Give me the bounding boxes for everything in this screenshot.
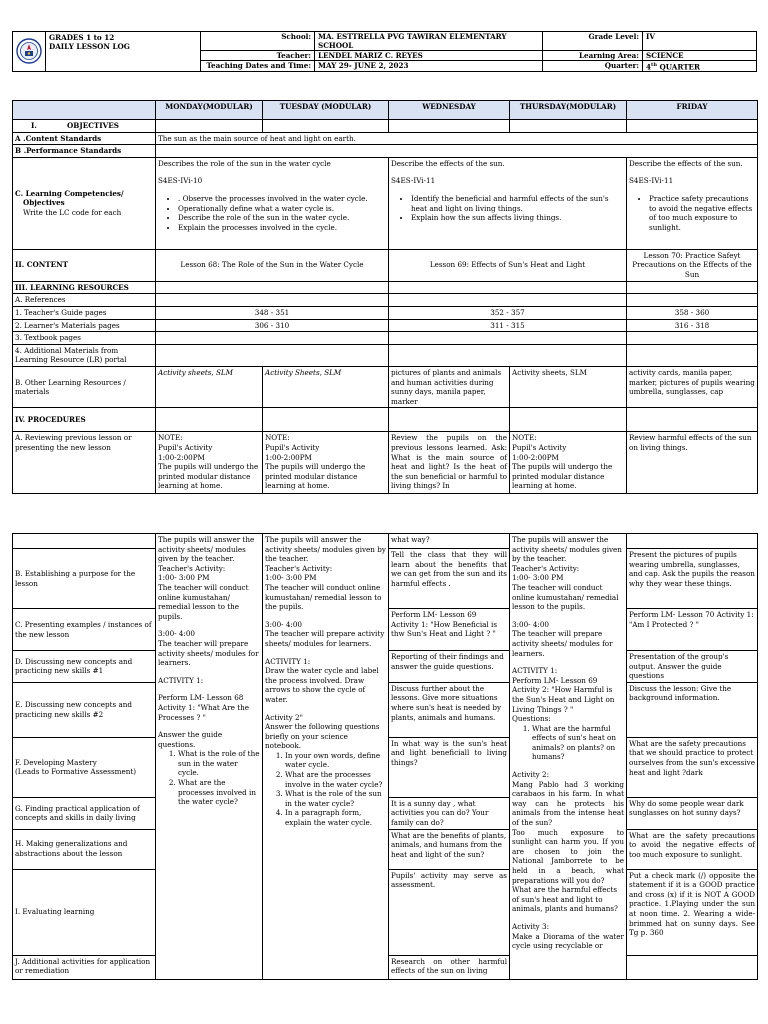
fri-examples: Perform LM- Lesson 70 Activity 1: "Am I Protected ? " [627, 609, 758, 651]
learning-area-label: Learning Area: [543, 51, 643, 61]
content-fri: Lesson 70: Practice Safeyt Precautions on the Effects of the Sun [627, 249, 758, 281]
other-resources-thu: Activity sheets, SLM [510, 366, 627, 407]
log-title-line1: GRADES 1 to 12 [49, 33, 115, 42]
question-item: 1. What are the harmful effects of sun's heat on animals? on plants? on humans? [532, 724, 624, 762]
log-title-line2: DAILY LESSON LOG [49, 42, 130, 51]
lesson-log-header [12, 31, 757, 72]
lm-pages-wed-thu: 311 - 315 [389, 319, 627, 332]
wed-evaluation: Pupils' activity may serve as assessment. [389, 869, 510, 955]
competencies-wed-thu: Describe the effects of the sun. S4ES-IVi-11 • Identify the beneficial and harmful effects of the sun's heat and light on living things. • Explain how the sun affects living things. [389, 157, 627, 249]
other-resources-fri: activity cards, manila paper, marker, pictures of pupils wearing umbrella, sunglasses, cap [627, 366, 758, 407]
review-thu: NOTE: Pupil's Activity 1:00-2:00PM The pupils will undergo the printed modular distance learning at home. [510, 432, 627, 494]
competency-item: • Operationally define what a water cycle is. [178, 204, 386, 214]
fri-mastery: What are the safety precautions that we should practice to protect ourselves from the sun's excessive heat and light ?dark [627, 737, 758, 797]
grade-level-label: Grade Level: [543, 32, 643, 51]
teachers-guide-label: 1. Teacher's Guide pages [13, 306, 156, 319]
other-resources-wed: pictures of plants and animals and human activities during sunny days, manila paper, marker [389, 366, 510, 407]
review-wed: Review the pupils on the previous lessons learned. Ask: What is the main source of heat and light? Is the heat of the sun beneficial or harmful to living things? In [389, 432, 510, 494]
teaching-dates-label: Teaching Dates and Time: [201, 61, 315, 72]
teaching-dates-value: MAY 29- JUNE 2, 2023 [315, 61, 543, 72]
proc-f-label: F. Developing Mastery (Leads to Formative Assessment) [13, 737, 156, 797]
proc-b-label: B. Establishing a purpose for the lesson [13, 549, 156, 609]
day-header-thursday: THURSDAY(MODULAR) [510, 101, 627, 120]
review-mon: NOTE: Pupil's Activity 1:00-2:00PM The pupils will undergo the printed modular distance learning at home. [156, 432, 263, 494]
tuesday-activities: The pupils will answer the activity sheets/ modules given by the teacher. Teacher's Activity: 1:00- 3:00 PM The teacher will conduct online kumustahan/ remedial lesson to the pupils. 3:00- 4:00 The teacher will prepare activity sheets/ modules for learners. ACTIVITY 1: Draw the water cycle and label the process involved. Draw arrows to show the cycle of water. Activity 2" Answer the following questions briefly on your science notebook. 1. In your own words, define water cycle. 2. What are the processes involve in the water cycle? 3. What is the role of the sun in the water cycle? 4. In a paragraph form, explain the water cycle. [263, 534, 389, 980]
fri-purpose: Present the pictures of pupils wearing umbrella, sunglasses, and cap. Ask the pupils the reason why they wear these things. [627, 549, 758, 609]
school-value: MA. ESTTRELLA PVG TAWIRAN ELEMENTARY SCHOOL [315, 32, 543, 51]
wed-purpose: Tell the class that they will learn about the benefits that we can get from the sun and its harmful effects . [389, 549, 510, 609]
fri-application: Why do some people wear dark sunglasses on hot sunny days? [627, 797, 758, 829]
other-resources-mon: Activity sheets, SLM [156, 366, 263, 407]
grade-level-value: IV [643, 32, 757, 51]
references-label: A. References [13, 294, 156, 307]
day-header-wednesday: WEDNESDAY [389, 101, 510, 120]
competency-item: • Explain the processes involved in the cycle. [178, 223, 386, 233]
lm-pages-mon-tue: 306 - 310 [156, 319, 389, 332]
proc-j-label: J. Additional activities for application or remediation [13, 955, 156, 979]
lesson-plan-table-part1 [12, 100, 758, 494]
performance-standards-label: B .Performance Standards [13, 145, 156, 158]
content-label: II. CONTENT [13, 249, 156, 281]
proc-e-label: E. Discussing new concepts and practicing new skills #2 [13, 682, 156, 737]
day-header-friday: FRIDAY [627, 101, 758, 120]
proc-g-label: G. Finding practical application of concepts and skills in daily living [13, 797, 156, 829]
quarter-label: Quarter: [543, 61, 643, 72]
wed-additional: Research on other harmful effects of the sun on living [389, 955, 510, 979]
wed-generalization: What are the benefits of plants, animals, and humans from the heat and light of the sun? [389, 829, 510, 869]
fri-evaluation: Put a check mark (/) opposite the statement if it is a GOOD practice and cross (x) if it is NOT A GOOD practice. 1.Playing under the sun at noon time. 2. Wearing a wide-brimmed hat on sunny days. See Tg p. 360 [627, 869, 758, 955]
content-standards-label: A .Content Standards [13, 132, 156, 145]
question-item: 1. What is the role of the sun in the water cycle. [178, 749, 260, 778]
lm-pages-fri: 316 - 318 [627, 319, 758, 332]
proc-a-label: A. Reviewing previous lesson or presenting the new lesson [13, 432, 156, 494]
learning-area-value: SCIENCE [643, 51, 757, 61]
day-header-tuesday: TUESDAY (MODULAR) [263, 101, 389, 120]
fri-discussion1: Presentation of the group's output. Answer the guide questions [627, 651, 758, 683]
teacher-label: Teacher: [201, 51, 315, 61]
content-standards-value: The sun as the main source of heat and light on earth. [156, 132, 758, 145]
objectives-heading: I. OBJECTIVES [13, 120, 156, 133]
tg-pages-wed-thu: 352 - 357 [389, 306, 627, 319]
competencies-mon-tue: Describes the role of the sun in the water cycle S4ES-IVi-10 • . Observe the processes involved in the water cycle. • Operationally define what a water cycle is. • Describe the role of the sun in the water cycle. • Explain the processes involved in the cycle. [156, 157, 389, 249]
proc-c-label: C. Presenting examples / instances of the new lesson [13, 609, 156, 651]
lesson-plan-table-part2 [12, 533, 758, 980]
competency-item: • . Observe the processes involved in the water cycle. [178, 194, 386, 204]
content-mon-tue: Lesson 68: The Role of the Sun in the Water Cycle [156, 249, 389, 281]
competency-item: • Explain how the sun affects living things. [411, 213, 624, 223]
question-item: 3. What is the role of the sun in the water cycle? [285, 789, 386, 808]
competency-item: • Identify the beneficial and harmful effects of the sun's heat and light on living things. [411, 194, 624, 213]
deped-seal-logo [13, 32, 46, 72]
question-item: 4. In a paragraph form, explain the water cycle. [285, 808, 386, 827]
teacher-value: LENDEL MARIZ C. REYES [315, 51, 543, 61]
question-item: 2. What are the processes involved in the water cycle? [178, 778, 260, 807]
fri-discussion2: Discuss the lesson: Give the background information. [627, 682, 758, 737]
question-item: 1. In your own words, define water cycle. [285, 751, 386, 770]
thursday-activities: The pupils will answer the activity sheets/ modules given by the teacher. Teacher's Activity: 1:00- 3:00 PM The teacher will conduct online kumustahan/ remedial lesson to the pupils. 3:00- 4:00 The teacher will prepare activity sheets/ modules for learners. ACTIVITY 1: Perform LM- Lesson 69 Activity 2: "How Harmful is the Sun's Heat and Light on Living Things ? " Questions: 1. What are the harmful effects of sun's heat on animals? on plants? on humans? Activity 2: Mang Pablo had 3 working carabaos in his farm. In what way can he protects his animals from the intense heat of the sun? Too much exposure to sunlight can harm you. If you are chosen to join the National Jamborrete to be held in a beach, what preparations will you do? What are the harmful effects of sun's heat and light to animals, plants and humans? Activity 3: Make a Diorama of the water cycle using recyclable or [510, 534, 627, 980]
review-fri: Review harmful effects of the sun on living things. [627, 432, 758, 494]
additional-materials-label: 4. Additional Materials from Learning Resource (LR) portal [13, 344, 156, 366]
wed-discussion1: Reporting of their findings and answer the guide questions. [389, 651, 510, 683]
question-item: 2. What are the processes involve in the water cycle? [285, 770, 386, 789]
monday-activities: The pupils will answer the activity sheets/ modules given by the teacher. Teacher's Activity: 1:00- 3:00 PM The teacher will conduct online kumustahan/ remedial lesson to the pupils. 3:00- 4:00 The teacher will prepare activity sheets/ modules for learners. ACTIVITY 1: Perform LM- Lesson 68 Activity 1: "What Are the Processes ? " Answer the guide questions. 1. What is the role of the sun in the water cycle. 2. What are the processes involved in the water cycle? [156, 534, 263, 980]
tg-pages-fri: 358 - 360 [627, 306, 758, 319]
tg-pages-mon-tue: 348 - 351 [156, 306, 389, 319]
learning-resources-label: III. LEARNING RESOURCES [13, 281, 156, 294]
wed-application: It is a sunny day , what activities you can do? Your family can do? [389, 797, 510, 829]
content-wed-thu: Lesson 69: Effects of Sun's Heat and Light [389, 249, 627, 281]
other-resources-tue: Activity Sheets, SLM [263, 366, 389, 407]
competencies-fri: Describe the effects of the sun. S4ES-IVi-11 • Practice safety precautions to avoid the negative effects of too much exposure to sunlight. [627, 157, 758, 249]
learning-competencies-label: C. Learning Competencies/ Objectives Write the LC code for each [13, 157, 156, 249]
day-header-monday: MONDAY(MODULAR) [156, 101, 263, 120]
wed-continuation: what way? [389, 534, 510, 549]
competency-item: • Practice safety precautions to avoid the negative effects of too much exposure to sunlight. [649, 194, 755, 232]
wed-mastery: In what way is the sun's heat and light beneficiall to living things? [389, 737, 510, 797]
school-label: School: [201, 32, 315, 51]
proc-d-label: D. Discussing new concepts and practicing new skills #1 [13, 651, 156, 683]
wed-examples: Perform LM- Lesson 69 Activity 1: "How Beneficial is thw Sun's Heat and Light ? " [389, 609, 510, 651]
quarter-value: 4th QUARTER [643, 61, 757, 72]
fri-generalization: What are the safety precautions to avoid the negative effects of too much exposure to sunlight. [627, 829, 758, 869]
proc-i-label: I. Evaluating learning [13, 869, 156, 955]
learners-materials-label: 2. Learner's Materials pages [13, 319, 156, 332]
other-resources-label: B. Other Learning Resources / materials [13, 366, 156, 407]
proc-h-label: H. Making generalizations and abstractions about the lesson [13, 829, 156, 869]
review-tue: NOTE: Pupil's Activity 1:00-2:00PM The pupils will undergo the printed modular distance learning at home. [263, 432, 389, 494]
textbook-pages-label: 3. Textbook pages [13, 332, 156, 345]
procedures-label: IV. PROCEDURES [13, 408, 156, 432]
wed-discussion2: Discuss further about the lessons. Give more situations where sun's heat is needed by plants, animals and humans. [389, 682, 510, 737]
competency-item: • Describe the role of the sun in the water cycle. [178, 213, 386, 223]
